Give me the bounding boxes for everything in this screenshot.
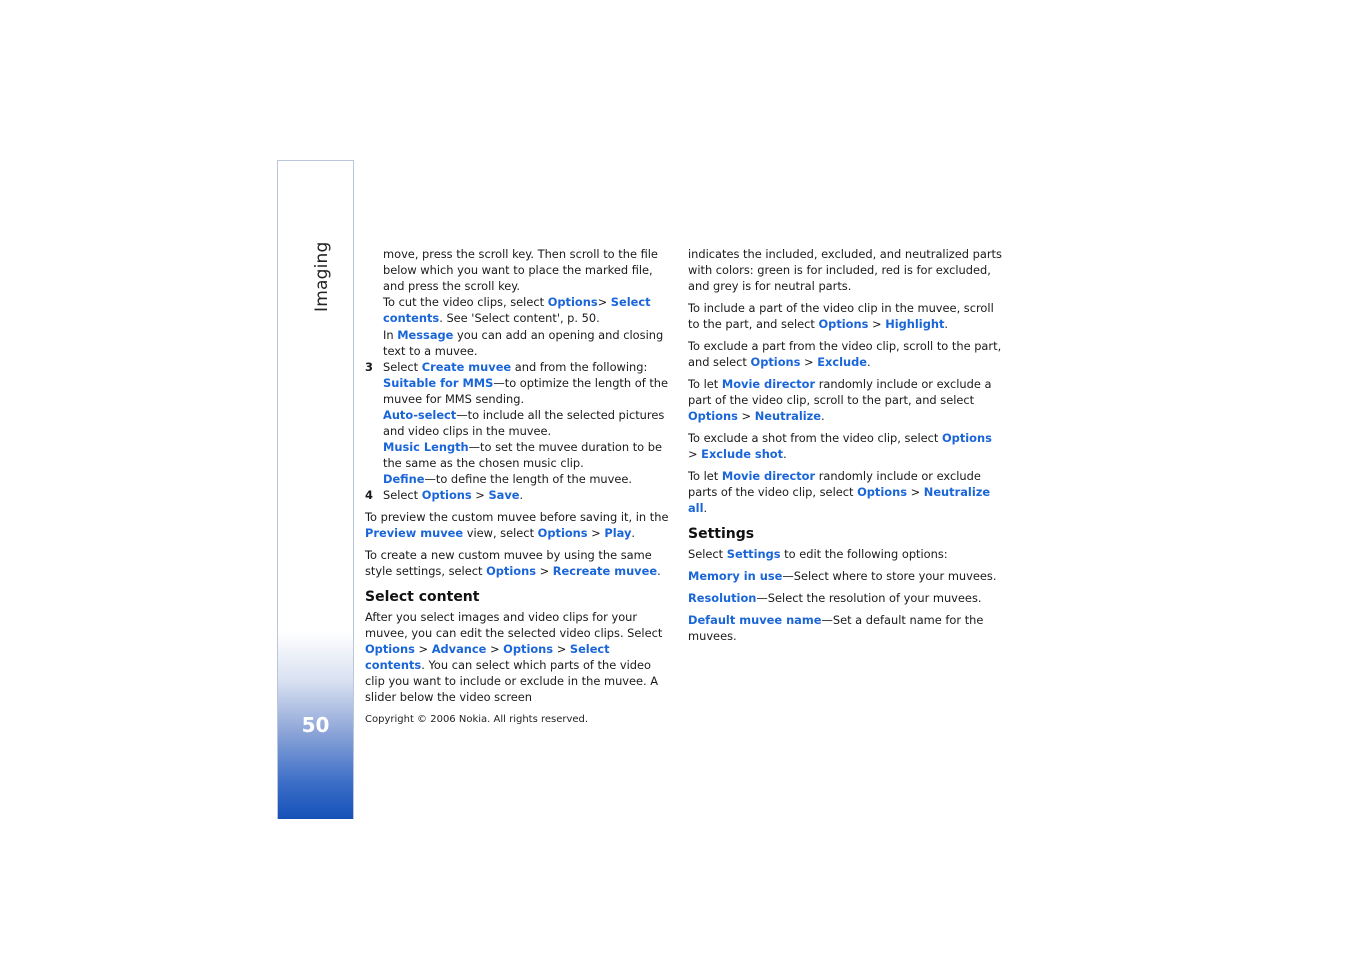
menu-link-resolution[interactable]: Resolution [688,591,757,605]
paragraph [688,338,1002,370]
text: > [535,564,553,578]
text: . [703,501,708,515]
option-item [365,375,673,407]
right-column [688,246,1002,644]
text: To let [688,469,722,483]
menu-link-music-length[interactable]: Music Length [383,440,469,454]
text: . [657,564,661,578]
text: To preview the custom muvee before saving it, in the [365,510,669,524]
text: Select [383,488,422,502]
text: . [783,447,787,461]
menu-link-movie-director[interactable]: Movie director [721,377,816,391]
text: and from the following: [511,360,648,374]
text: In [383,328,398,342]
text: To cut the video clips, select [383,295,548,309]
menu-link-advance[interactable]: Advance [431,642,487,656]
text: —Select where to store your muvees. [782,569,997,583]
text: you can add an opening and closing text to a muvee. [383,328,664,358]
text: > [414,642,432,656]
menu-link-options[interactable]: Options [688,409,738,423]
text: . [519,488,524,502]
paragraph [688,376,1002,424]
text: —to define the length of the muvee. [424,472,633,486]
menu-link-save[interactable]: Save [488,488,520,502]
menu-link-exclude-shot[interactable]: Exclude shot [701,447,784,461]
menu-link-neutralize[interactable]: Neutralize [754,409,821,423]
section-title: Imaging [312,241,332,312]
menu-link-default-muvee-name[interactable]: Default muvee name [688,613,822,627]
menu-link-select-contents[interactable]: Select contents [365,642,610,672]
step-number: 3 [365,360,373,374]
text: move, press the scroll key. Then scroll to the file below which you want to place the marked file, and press the scroll key. [383,247,658,293]
text: To exclude a part from the video clip, scroll to the part, and select [688,339,1002,369]
menu-link-highlight[interactable]: Highlight [885,317,945,331]
paragraph [365,609,673,705]
text: . [944,317,949,331]
text: —to optimize the length of the muvee for MMS sending. [383,376,669,406]
menu-link-movie-director[interactable]: Movie director [721,469,816,483]
text: view, select [463,526,538,540]
text: —to set the muvee duration to be the same as the chosen music clip. [383,440,662,470]
step-3 [365,359,673,375]
text: After you select images and video clips for your muvee, you can edit the selected video clips. Select [365,610,663,640]
paragraph [383,246,673,294]
paragraph [688,300,1002,332]
paragraph [688,246,1002,294]
text: > [597,295,611,309]
text: to edit the following options: [780,547,948,561]
paragraph [365,509,673,541]
menu-link-options[interactable]: Options [941,431,992,445]
text: —Select the resolution of your muvees. [756,591,982,605]
paragraph [383,294,673,326]
step-4 [365,487,673,503]
text: . You can select which parts of the video clip you want to include or exclude in the muvee. A slider below the video screen [365,658,659,704]
step-number: 4 [365,488,373,502]
section-heading: Select content [365,589,480,605]
text: Select [688,547,727,561]
menu-link-select-contents[interactable]: Select contents [383,295,651,325]
menu-link-preview-muvee[interactable]: Preview muvee [365,526,464,540]
text: randomly include or exclude a part of the video clip, scroll to the part, and select [688,377,992,407]
text: To let [688,377,722,391]
text: > [486,642,504,656]
text: —Set a default name for the muvees. [688,613,984,643]
text: To exclude a shot from the video clip, select [688,431,942,445]
paragraph [688,568,1002,584]
option-item [365,439,673,471]
paragraph [688,430,1002,462]
menu-link-options[interactable]: Options [857,485,907,499]
text: randomly include or exclude parts of the video clip, select [688,469,981,499]
text: > [553,642,570,656]
section-heading: Settings [688,526,755,542]
text: indicates the included, excluded, and neutralized parts with colors: green is for included, red is for excluded, and grey is for neutral parts. [688,247,1002,293]
menu-link-create-muvee[interactable]: Create muvee [421,360,512,374]
paragraph [383,327,673,359]
left-column-continuation [383,246,673,359]
menu-link-define[interactable]: Define [383,472,425,486]
menu-link-options[interactable]: Options [365,642,415,656]
menu-link-recreate-muvee[interactable]: Recreate muvee [552,564,658,578]
menu-link-options[interactable]: Options [537,526,588,540]
text: > [471,488,489,502]
option-item [365,407,673,439]
text: > [868,317,886,331]
paragraph [365,547,673,579]
menu-link-settings[interactable]: Settings [726,547,781,561]
text: . [631,526,635,540]
text: . See 'Select content', p. 50. [439,311,600,325]
text: > [737,409,755,423]
option-item [365,471,673,487]
menu-link-options[interactable]: Options [818,317,869,331]
paragraph [688,468,1002,516]
menu-link-auto-select[interactable]: Auto-select [383,408,457,422]
text: > [688,447,702,461]
text: To include a part of the video clip in the muvee, scroll to the part, and select [688,301,994,331]
paragraph [688,590,1002,606]
text: > [907,485,924,499]
text: To create a new custom muvee by using the same style settings, select [365,548,652,578]
copyright-footer: Copyright © 2006 Nokia. All rights reserved. [365,714,589,725]
page-number: 50 [301,713,330,737]
text: . [820,409,825,423]
menu-link-options[interactable]: Options [750,355,801,369]
left-column [365,359,673,705]
menu-link-memory-in-use[interactable]: Memory in use [688,569,783,583]
menu-link-suitable-for-mms[interactable]: Suitable for MMS [383,376,494,390]
text: Select [383,360,422,374]
menu-link-options[interactable]: Options [421,488,472,502]
text: > [587,526,605,540]
menu-link-play[interactable]: Play [604,526,632,540]
paragraph [688,546,1002,562]
menu-link-options[interactable]: Options [486,564,536,578]
menu-link-neutralize-all[interactable]: Neutralize all [688,485,991,515]
text: —to include all the selected pictures and video clips in the muvee. [383,408,665,438]
paragraph [688,612,1002,644]
text: > [800,355,818,369]
menu-link-exclude[interactable]: Exclude [817,355,867,369]
menu-link-options[interactable]: Options [503,642,554,656]
menu-link-options[interactable]: Options [547,295,598,309]
menu-link-message[interactable]: Message [397,328,454,342]
text: . [867,355,871,369]
